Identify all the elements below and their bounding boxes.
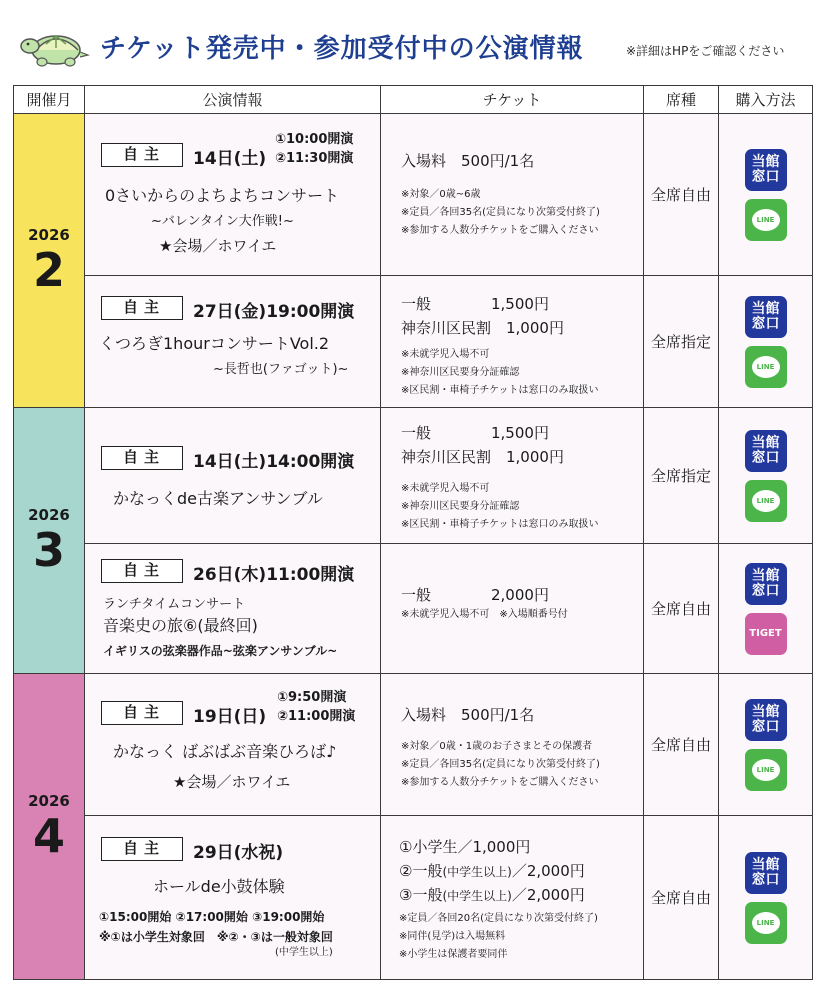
- jishu-tag: 自主: [101, 143, 183, 167]
- event-subtitle: イギリスの弦楽器作品~弦楽アンサンブル~: [103, 644, 338, 658]
- seat-type: 全席自由: [644, 674, 719, 816]
- page-title: チケット発売中・参加受付中の公演情報: [100, 34, 584, 64]
- event-info: [85, 544, 381, 674]
- event-date: 26日(木)11:00開演: [193, 565, 355, 585]
- event-venue: ★会場／ホワイエ: [173, 773, 291, 791]
- line-icon[interactable]: LINE: [745, 749, 787, 791]
- event-date: 27日(金)19:00開演: [193, 302, 355, 322]
- event-info: [85, 408, 381, 544]
- jishu-tag: 自主: [101, 701, 183, 725]
- ticket-info: [381, 276, 644, 408]
- event-date: 14日(土): [193, 149, 267, 169]
- ticket-price: 一般 1,500円: [401, 424, 549, 442]
- event-title: 音楽史の旅⑥(最終回): [103, 616, 258, 635]
- col-info: 公演情報: [85, 86, 381, 114]
- month-cell-mar: [14, 408, 85, 674]
- table-row: [14, 816, 813, 980]
- ticket-price: ①小学生／1,000円: [399, 838, 531, 856]
- jishu-tag: 自主: [101, 559, 183, 583]
- event-title: くつろぎ1hourコンサートVol.2: [99, 334, 330, 353]
- ticket-price: 入場料 500円/1名: [401, 706, 535, 724]
- purchase-methods: [719, 276, 813, 408]
- event-date: 19日(日): [193, 707, 267, 727]
- box-office-icon[interactable]: 当館 窓口: [745, 852, 787, 894]
- ticket-price: 神奈川区民割 1,000円: [401, 319, 564, 337]
- box-office-icon[interactable]: 当館 窓口: [745, 699, 787, 741]
- event-times: ①15:00開始 ②17:00開始 ③19:00開始: [99, 910, 325, 924]
- event-time-1: ①9:50開演: [277, 690, 347, 705]
- col-ticket: チケット: [381, 86, 644, 114]
- ticket-price: 一般 2,000円: [401, 586, 549, 604]
- jishu-tag: 自主: [101, 296, 183, 320]
- header: [18, 18, 818, 74]
- ticket-price: 神奈川区民割 1,000円: [401, 448, 564, 466]
- event-title: かなっく ばぶばぶ音楽ひろば♪: [113, 742, 337, 761]
- purchase-methods: [719, 544, 813, 674]
- event-info: [85, 114, 381, 276]
- event-title: 0さいからのよちよちコンサート: [105, 186, 340, 205]
- event-time-2: ②11:00開演: [277, 709, 356, 724]
- purchase-methods: [719, 408, 813, 544]
- seat-type: 全席自由: [644, 544, 719, 674]
- month-number: 2: [32, 242, 65, 297]
- seat-type: 全席指定: [644, 408, 719, 544]
- event-series: ランチタイムコンサート: [103, 597, 246, 612]
- month-number: 4: [32, 808, 65, 863]
- col-month: 開催月: [14, 86, 85, 114]
- event-time-2: ②11:30開演: [275, 151, 354, 166]
- ticket-note: ※対象／0歳~6歳: [401, 189, 481, 200]
- ticket-note: ※定員／各回35名(定員になり次第受付終了): [401, 759, 600, 770]
- detail-note: ※詳細はHPをご確認ください: [626, 44, 785, 58]
- col-seat: 席種: [644, 86, 719, 114]
- event-time-1: ①10:00開演: [275, 132, 354, 147]
- event-target: ※①は小学生対象回 ※②・③は一般対象回: [99, 930, 333, 944]
- box-office-icon[interactable]: 当館 窓口: [745, 563, 787, 605]
- seat-type: 全席自由: [644, 114, 719, 276]
- event-title: ホールde小鼓体験: [153, 877, 285, 896]
- seat-type: 全席指定: [644, 276, 719, 408]
- ticket-note: ※神奈川区民要身分証確認: [401, 367, 520, 378]
- ticket-price: 入場料 500円/1名: [401, 152, 535, 170]
- table-row: [14, 408, 813, 544]
- ticket-note: ※定員／各回20名(定員になり次第受付終了): [399, 913, 598, 924]
- month-cell-apr: [14, 674, 85, 980]
- seat-type: 全席自由: [644, 816, 719, 980]
- line-icon[interactable]: LINE: [745, 480, 787, 522]
- event-info: [85, 816, 381, 980]
- schedule-table: [13, 85, 813, 980]
- turtle-icon: [20, 22, 90, 70]
- line-icon[interactable]: LINE: [745, 902, 787, 944]
- line-icon[interactable]: LINE: [745, 199, 787, 241]
- ticket-note: ※未就学児入場不可 ※入場順番号付: [401, 609, 568, 620]
- purchase-methods: [719, 816, 813, 980]
- ticket-price-line: ③一般(中学生以上)／2,000円: [399, 886, 585, 904]
- event-title: かなっくde古楽アンサンブル: [113, 489, 323, 508]
- event-venue: ★会場／ホワイエ: [159, 237, 277, 255]
- jishu-tag: 自主: [101, 446, 183, 470]
- table-row: [14, 674, 813, 816]
- tiget-icon[interactable]: TIGET: [745, 613, 787, 655]
- event-target-note: (中学生以上): [275, 947, 333, 958]
- col-buy: 購入方法: [719, 86, 813, 114]
- ticket-info: [381, 674, 644, 816]
- year-label: 2026: [28, 225, 70, 244]
- purchase-methods: [719, 674, 813, 816]
- ticket-note: ※区民割・車椅子チケットは窓口のみ取扱い: [401, 385, 599, 396]
- box-office-icon[interactable]: 当館 窓口: [745, 149, 787, 191]
- ticket-info: [381, 544, 644, 674]
- year-label: 2026: [28, 505, 70, 524]
- ticket-info: [381, 408, 644, 544]
- year-label: 2026: [28, 791, 70, 810]
- ticket-note: ※区民割・車椅子チケットは窓口のみ取扱い: [401, 519, 599, 530]
- purchase-methods: [719, 114, 813, 276]
- ticket-note: ※未就学児入場不可: [401, 349, 490, 360]
- month-cell-feb: [14, 114, 85, 408]
- box-office-icon[interactable]: 当館 窓口: [745, 296, 787, 338]
- box-office-icon[interactable]: 当館 窓口: [745, 430, 787, 472]
- event-info: [85, 674, 381, 816]
- ticket-note: ※神奈川区民要身分証確認: [401, 501, 520, 512]
- line-icon[interactable]: LINE: [745, 346, 787, 388]
- ticket-note: ※参加する人数分チケットをご購入ください: [401, 777, 599, 788]
- ticket-note: ※同伴(見学)は入場無料: [399, 931, 506, 942]
- ticket-note: ※未就学児入場不可: [401, 483, 490, 494]
- event-subtitle: ~長哲也(ファゴット)~: [213, 362, 349, 377]
- event-date: 14日(土)14:00開演: [193, 452, 355, 472]
- ticket-info: [381, 816, 644, 980]
- event-date: 29日(水祝): [193, 843, 284, 863]
- ticket-price: 一般 1,500円: [401, 295, 549, 313]
- ticket-price-line: ②一般(中学生以上)／2,000円: [399, 862, 585, 880]
- event-subtitle: ~バレンタイン大作戦!~: [151, 214, 294, 229]
- ticket-info: [381, 114, 644, 276]
- ticket-note: ※参加する人数分チケットをご購入ください: [401, 225, 599, 236]
- table-row: [14, 114, 813, 276]
- table-row: [14, 276, 813, 408]
- ticket-note: ※小学生は保護者要同伴: [399, 949, 508, 960]
- month-number: 3: [32, 522, 65, 577]
- ticket-note: ※定員／各回35名(定員になり次第受付終了): [401, 207, 600, 218]
- event-info: [85, 276, 381, 408]
- jishu-tag: 自主: [101, 837, 183, 861]
- table-header: [14, 86, 813, 114]
- table-row: [14, 544, 813, 674]
- ticket-note: ※対象／0歳・1歳のお子さまとその保護者: [401, 741, 593, 752]
